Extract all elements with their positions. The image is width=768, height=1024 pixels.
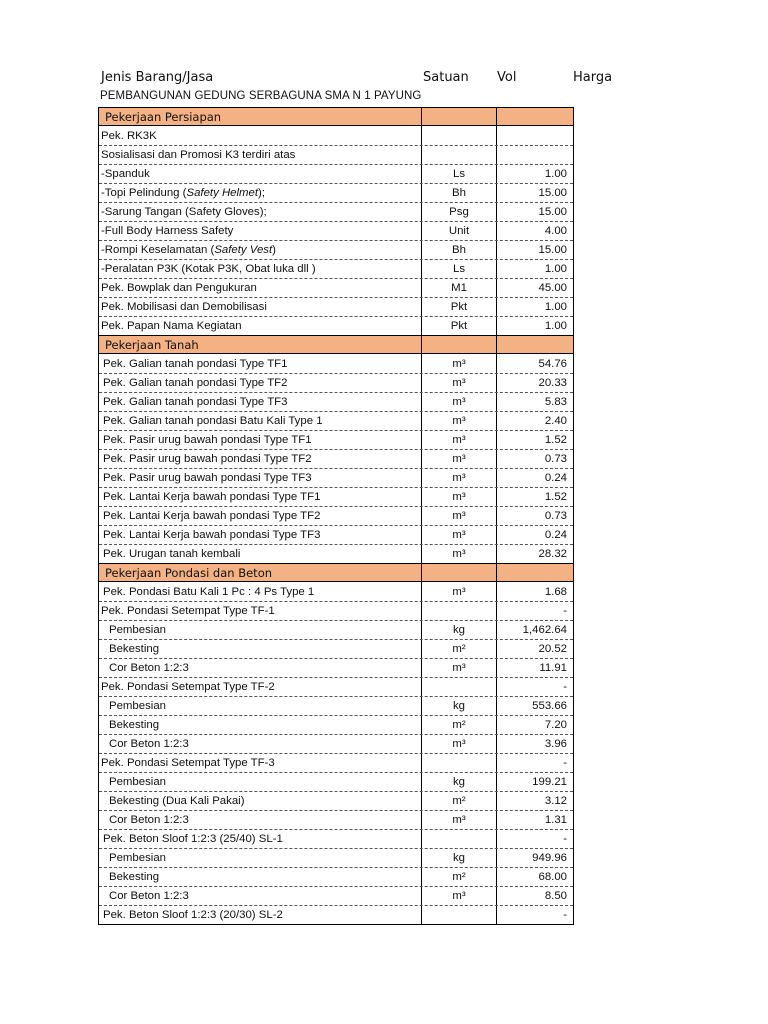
item-volume: 11.91 xyxy=(496,659,573,677)
item-unit: Unit xyxy=(421,222,496,240)
item-unit: m² xyxy=(421,792,496,810)
item-description: -Sarung Tangan (Safety Gloves); xyxy=(101,206,267,218)
category-label: Pekerjaan Tanah xyxy=(105,337,199,352)
item-unit: Bh xyxy=(421,241,496,259)
item-description: Pembesian xyxy=(109,852,166,864)
item-volume: 7.20 xyxy=(496,716,573,734)
bill-of-quantities-table xyxy=(98,107,574,925)
table-row xyxy=(99,658,573,677)
item-volume: 45.00 xyxy=(496,279,573,297)
item-description: Pek. Galian tanah pondasi Type TF1 xyxy=(103,357,288,370)
header-item: Jenis Barang/Jasa xyxy=(101,70,214,85)
item-description: Cor Beton 1:2:3 xyxy=(109,662,189,674)
item-volume: - xyxy=(496,830,573,848)
item-unit xyxy=(421,678,496,696)
item-description: Pek. Lantai Kerja bawah pondasi Type TF2 xyxy=(103,510,321,522)
item-unit xyxy=(421,830,496,848)
item-unit: Ls xyxy=(421,165,496,183)
table-row xyxy=(99,316,573,335)
table-row xyxy=(99,544,573,563)
item-unit xyxy=(421,602,496,620)
table-row xyxy=(99,715,573,734)
table-row xyxy=(99,867,573,886)
item-volume: - xyxy=(496,906,573,924)
item-description: Pembesian xyxy=(109,776,166,788)
item-unit xyxy=(421,126,496,145)
item-volume: 8.50 xyxy=(496,887,573,905)
item-unit xyxy=(421,336,496,353)
item-unit: m³ xyxy=(421,735,496,753)
item-volume: - xyxy=(496,678,573,696)
item-volume: 68.00 xyxy=(496,868,573,886)
table-row xyxy=(99,601,573,620)
item-volume: 0.24 xyxy=(496,526,573,544)
item-volume: 1.31 xyxy=(496,811,573,829)
item-description: Pek. Galian tanah pondasi Type TF2 xyxy=(103,377,288,389)
item-unit: m³ xyxy=(421,659,496,677)
item-unit: Pkt xyxy=(421,298,496,316)
table-row xyxy=(99,430,573,449)
item-description: Bekesting xyxy=(109,643,160,655)
table-row xyxy=(99,506,573,525)
item-description: Pek. Urugan tanah kembali xyxy=(103,548,241,560)
item-description: Pek. Beton Sloof 1:2:3 (20/30) SL-2 xyxy=(103,909,283,921)
table-row xyxy=(99,772,573,791)
table-row xyxy=(99,696,573,715)
item-unit: kg xyxy=(421,697,496,715)
table-row xyxy=(99,734,573,753)
table-row xyxy=(99,582,573,601)
item-description: Pek. Pasir urug bawah pondasi Type TF2 xyxy=(103,453,312,465)
category-label: Pekerjaan Pondasi dan Beton xyxy=(105,565,273,580)
item-unit: Pkt xyxy=(421,317,496,335)
item-unit: m² xyxy=(421,640,496,658)
item-unit: m³ xyxy=(421,582,496,601)
table-row xyxy=(99,354,573,373)
table-row xyxy=(99,525,573,544)
item-volume: 1,462.64 xyxy=(496,621,573,639)
item-description: Sosialisasi dan Promosi K3 terdiri atas xyxy=(101,149,296,161)
item-volume xyxy=(496,108,573,125)
item-unit xyxy=(421,564,496,581)
table-row xyxy=(99,183,573,202)
item-volume: 1.00 xyxy=(496,165,573,183)
table-row xyxy=(99,677,573,696)
item-volume: 15.00 xyxy=(496,241,573,259)
table-row xyxy=(99,449,573,468)
item-description: Pek. Galian tanah pondasi Type TF3 xyxy=(103,396,288,408)
item-volume: - xyxy=(496,754,573,772)
item-volume: 2.40 xyxy=(496,412,573,430)
item-description: Bekesting xyxy=(109,719,160,731)
table-row xyxy=(99,164,573,183)
table-row xyxy=(99,468,573,487)
item-volume: 553.66 xyxy=(496,697,573,715)
item-description: Pembesian xyxy=(109,700,166,712)
item-unit: m³ xyxy=(421,545,496,563)
item-description: -Rompi Keselamatan ( Safety Vest ) xyxy=(101,244,276,256)
item-description: Pek. Lantai Kerja bawah pondasi Type TF3 xyxy=(103,529,321,541)
item-volume: 28.32 xyxy=(496,545,573,563)
item-volume: 0.73 xyxy=(496,450,573,468)
item-volume: 20.33 xyxy=(496,374,573,392)
table-row xyxy=(99,278,573,297)
item-volume xyxy=(496,564,573,581)
item-unit: m³ xyxy=(421,450,496,468)
item-volume: 5.83 xyxy=(496,393,573,411)
item-volume: 0.73 xyxy=(496,507,573,525)
item-volume xyxy=(496,146,573,164)
item-volume xyxy=(496,126,573,145)
table-row xyxy=(99,810,573,829)
item-unit: m³ xyxy=(421,488,496,506)
table-row xyxy=(99,905,573,924)
table-row xyxy=(99,297,573,316)
table-row xyxy=(99,829,573,848)
item-description: Pek. Pondasi Setempat Type TF-1 xyxy=(101,605,275,617)
item-unit: M1 xyxy=(421,279,496,297)
item-volume: 1.52 xyxy=(496,488,573,506)
item-volume: 4.00 xyxy=(496,222,573,240)
item-unit: kg xyxy=(421,621,496,639)
table-row xyxy=(99,145,573,164)
item-unit: kg xyxy=(421,773,496,791)
item-unit: m³ xyxy=(421,354,496,373)
table-row xyxy=(99,240,573,259)
item-description: -Peralatan P3K (Kotak P3K, Obat luka dll ) xyxy=(101,263,316,275)
item-volume xyxy=(496,336,573,353)
category-row xyxy=(99,107,573,126)
item-volume: 1.00 xyxy=(496,317,573,335)
table-row xyxy=(99,202,573,221)
item-description: Pek. Pasir urug bawah pondasi Type TF1 xyxy=(103,434,312,446)
item-description: Cor Beton 1:2:3 xyxy=(109,814,189,826)
item-description: Pek. Pondasi Batu Kali 1 Pc : 4 Ps Type 1 xyxy=(103,585,315,598)
category-row xyxy=(99,335,573,354)
item-unit: m³ xyxy=(421,412,496,430)
table-row xyxy=(99,791,573,810)
item-description: Pek. Lantai Kerja bawah pondasi Type TF1 xyxy=(103,491,321,503)
item-volume: 15.00 xyxy=(496,184,573,202)
item-unit: m² xyxy=(421,868,496,886)
table-row xyxy=(99,886,573,905)
item-unit: m³ xyxy=(421,393,496,411)
item-unit xyxy=(421,108,496,125)
category-row xyxy=(99,563,573,582)
category-label: Pekerjaan Persiapan xyxy=(105,109,222,124)
item-volume: 3.12 xyxy=(496,792,573,810)
item-description: Bekesting (Dua Kali Pakai) xyxy=(109,795,245,807)
item-volume: 15.00 xyxy=(496,203,573,221)
item-description: Pek. Mobilisasi dan Demobilisasi xyxy=(101,301,267,313)
item-description: Pek. Galian tanah pondasi Batu Kali Type 1 xyxy=(103,415,323,427)
item-unit: Ls xyxy=(421,260,496,278)
table-row xyxy=(99,392,573,411)
item-description: Pek. Bowplak dan Pengukuran xyxy=(101,282,257,294)
item-description: Cor Beton 1:2:3 xyxy=(109,890,189,902)
item-volume: 199.21 xyxy=(496,773,573,791)
item-description: Pek. Beton Sloof 1:2:3 (25/40) SL-1 xyxy=(103,833,283,845)
item-description: Pek. Pasir urug bawah pondasi Type TF3 xyxy=(103,472,312,484)
item-unit: m³ xyxy=(421,811,496,829)
item-unit: Psg xyxy=(421,203,496,221)
table-row xyxy=(99,259,573,278)
item-unit: m³ xyxy=(421,469,496,487)
item-description: -Spanduk xyxy=(101,168,150,180)
table-row xyxy=(99,639,573,658)
item-unit: m³ xyxy=(421,507,496,525)
item-volume: 1.00 xyxy=(496,260,573,278)
item-description: Pek. Pondasi Setempat Type TF-3 xyxy=(101,757,275,769)
item-description: -Full Body Harness Safety xyxy=(101,225,234,237)
table-row xyxy=(99,221,573,240)
item-volume: 54.76 xyxy=(496,354,573,373)
item-description: Pek. RK3K xyxy=(101,129,157,142)
table-row xyxy=(99,126,573,145)
item-unit xyxy=(421,146,496,164)
item-unit: Bh xyxy=(421,184,496,202)
item-volume: 1.52 xyxy=(496,431,573,449)
item-unit: m² xyxy=(421,716,496,734)
table-row xyxy=(99,373,573,392)
item-unit: m³ xyxy=(421,431,496,449)
table-row xyxy=(99,487,573,506)
item-description: Cor Beton 1:2:3 xyxy=(109,738,189,750)
item-volume: - xyxy=(496,602,573,620)
table-row xyxy=(99,411,573,430)
item-description: -Topi Pelindung ( Safety Helmet ); xyxy=(101,187,265,199)
item-volume: 1.00 xyxy=(496,298,573,316)
project-title: PEMBANGUNAN GEDUNG SERBAGUNA SMA N 1 PAYUNG xyxy=(100,90,422,102)
item-description: Pek. Papan Nama Kegiatan xyxy=(101,320,242,332)
item-volume: 3.96 xyxy=(496,735,573,753)
item-unit: m³ xyxy=(421,526,496,544)
item-description: Pek. Pondasi Setempat Type TF-2 xyxy=(101,681,275,693)
item-description: Bekesting xyxy=(109,871,160,883)
header-vol: Vol xyxy=(497,70,517,85)
item-volume: 20.52 xyxy=(496,640,573,658)
item-volume: 949.96 xyxy=(496,849,573,867)
header-unit: Satuan xyxy=(423,70,469,85)
item-unit: kg xyxy=(421,849,496,867)
item-unit xyxy=(421,906,496,924)
table-row xyxy=(99,753,573,772)
item-unit xyxy=(421,754,496,772)
item-unit: m³ xyxy=(421,374,496,392)
header-price: Harga xyxy=(573,70,613,85)
item-unit: m³ xyxy=(421,887,496,905)
item-volume: 1.68 xyxy=(496,582,573,601)
item-volume: 0.24 xyxy=(496,469,573,487)
item-description: Pembesian xyxy=(109,624,166,636)
table-row xyxy=(99,620,573,639)
table-row xyxy=(99,848,573,867)
